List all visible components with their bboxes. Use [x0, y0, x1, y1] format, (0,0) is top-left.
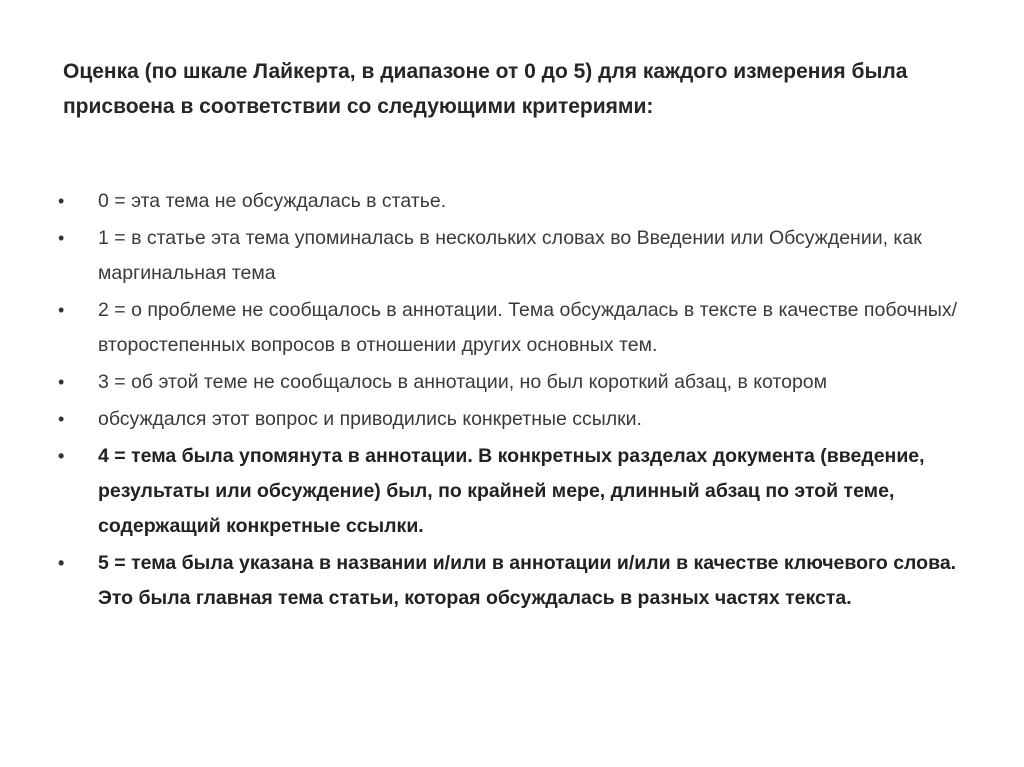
criteria-list: [58, 184, 958, 618]
criteria-item-text: 1 = в статье эта тема упоминалась в нескольких словах во Введении или Обсуждении, как маргинальная тема: [98, 227, 922, 284]
criteria-item-text: 5 = тема была указана в названии и/или в аннотации и/или в качестве ключевого слова. Это была главная тема статьи, которая обсуждалась в разных частях текста.: [98, 552, 957, 609]
criteria-item-5: [58, 439, 958, 544]
bullet-icon: •: [58, 228, 65, 248]
criteria-item-0: [58, 184, 958, 219]
criteria-item-text: 0 = эта тема не обсуждалась в статье.: [98, 190, 447, 212]
criteria-item-3: [58, 365, 958, 400]
criteria-item-6: [58, 546, 958, 616]
criteria-item-text: 3 = об этой теме не сообщалось в аннотации, но был короткий абзац, в котором: [98, 371, 828, 393]
criteria-item-text: обсуждался этот вопрос и приводились конкретные ссылки.: [98, 408, 642, 430]
slide-heading: Оценка (по шкале Лайкерта, в диапазоне от 0 до 5) для каждого измерения была присвоена в соответствии со следующими критериями:: [63, 60, 908, 118]
bullet-icon: •: [58, 553, 65, 573]
criteria-item-1: [58, 221, 958, 291]
criteria-item-text: 2 = о проблеме не сообщалось в аннотации. Тема обсуждалась в тексте в качестве побочных/второстепенных вопросов в отношении других основных тем.: [98, 299, 958, 356]
criteria-item-2: [58, 293, 958, 363]
bullet-icon: •: [58, 446, 65, 466]
bullet-icon: •: [58, 409, 65, 429]
bullet-icon: •: [58, 191, 65, 211]
criteria-item-4: [58, 402, 958, 437]
bullet-icon: •: [58, 300, 65, 320]
bullet-icon: •: [58, 372, 65, 392]
criteria-item-text: 4 = тема была упомянута в аннотации. В конкретных разделах документа (введение, результаты или обсуждение) был, по крайней мере, длинный абзац по этой теме, содержащий конкретные ссылки.: [98, 445, 925, 537]
